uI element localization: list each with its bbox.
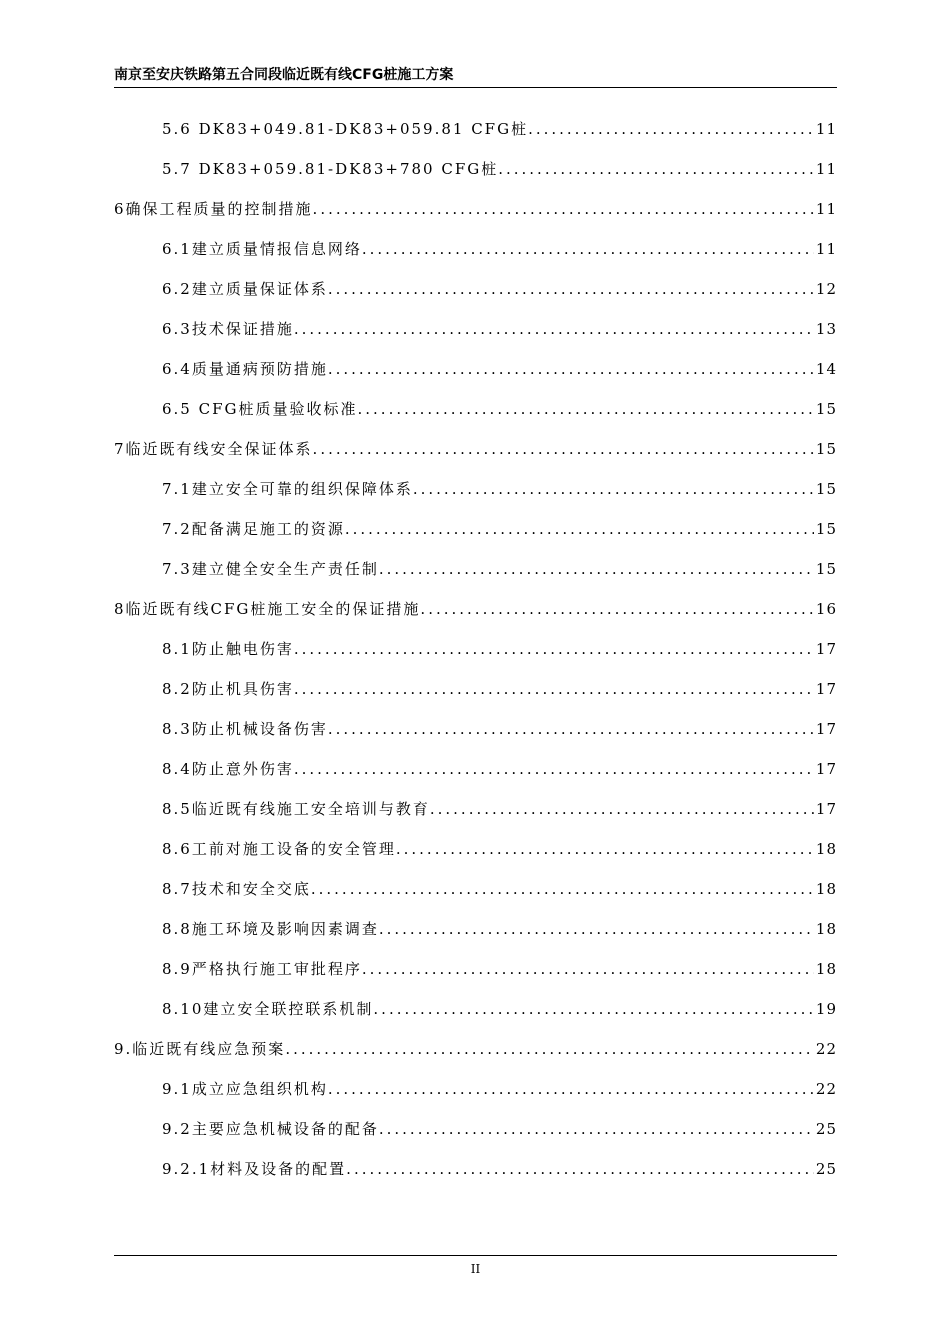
toc-entry-page: 17 [815, 680, 837, 698]
toc-dot-leader [430, 800, 814, 818]
toc-entry-page: 11 [815, 200, 837, 218]
toc-entry[interactable] [114, 878, 837, 918]
toc-entry-page: 17 [815, 720, 837, 738]
toc-entry-page: 11 [815, 160, 837, 178]
toc-entry[interactable] [114, 278, 837, 318]
toc-dot-leader [328, 360, 814, 378]
toc-entry-label: 6确保工程质量的控制措施 [114, 200, 313, 218]
header-divider [114, 87, 837, 88]
toc-entry-label: 6.1建立质量情报信息网络 [162, 240, 362, 258]
toc-entry-label: 8.5临近既有线施工安全培训与教育 [162, 800, 430, 818]
toc-entry-page: 12 [815, 280, 837, 298]
toc-entry[interactable] [114, 198, 837, 238]
toc-entry[interactable] [114, 918, 837, 958]
toc-entry-page: 25 [815, 1120, 837, 1138]
toc-entry-page: 17 [815, 640, 837, 658]
toc-entry-page: 15 [815, 440, 837, 458]
toc-entry-page: 22 [815, 1040, 837, 1058]
toc-dot-leader [362, 960, 814, 978]
toc-entry-label: 8.1防止触电伤害 [162, 640, 294, 658]
table-of-contents [114, 118, 837, 1198]
toc-dot-leader [311, 880, 814, 898]
toc-dot-leader [498, 160, 814, 178]
toc-entry[interactable] [114, 238, 837, 278]
toc-dot-leader [345, 520, 814, 538]
toc-dot-leader [294, 760, 814, 778]
toc-entry-label: 9.临近既有线应急预案 [114, 1040, 286, 1058]
toc-entry-page: 19 [815, 1000, 837, 1018]
toc-entry-label: 9.1成立应急组织机构 [162, 1080, 328, 1098]
toc-dot-leader [362, 240, 814, 258]
toc-entry-label: 6.4质量通病预防措施 [162, 360, 328, 378]
page-header-title: 南京至安庆铁路第五合同段临近既有线CFG桩施工方案 [114, 67, 454, 83]
toc-entry[interactable] [114, 438, 837, 478]
toc-dot-leader [379, 1120, 814, 1138]
toc-dot-leader [528, 120, 814, 138]
toc-entry-label: 5.7 DK83+059.81-DK83+780 CFG桩 [162, 160, 499, 178]
toc-entry-page: 25 [815, 1160, 837, 1178]
toc-dot-leader [313, 440, 814, 458]
toc-dot-leader [294, 680, 814, 698]
toc-entry-page: 16 [815, 600, 837, 618]
toc-entry-label: 5.6 DK83+049.81-DK83+059.81 CFG桩 [162, 120, 529, 138]
toc-entry[interactable] [114, 838, 837, 878]
footer-page-number: II [470, 1262, 481, 1276]
toc-entry-label: 6.5 CFG桩质量验收标准 [162, 400, 358, 418]
toc-entry-label: 8.3防止机械设备伤害 [162, 720, 328, 738]
toc-entry[interactable] [114, 1118, 837, 1158]
footer-divider [114, 1255, 837, 1256]
toc-entry-page: 18 [815, 840, 837, 858]
toc-entry[interactable] [114, 678, 837, 718]
toc-entry[interactable] [114, 158, 837, 198]
toc-entry-page: 22 [815, 1080, 837, 1098]
toc-dot-leader [294, 640, 814, 658]
toc-entry-label: 7.3建立健全安全生产责任制 [162, 560, 379, 578]
toc-entry[interactable] [114, 598, 837, 638]
toc-entry-label: 6.2建立质量保证体系 [162, 280, 328, 298]
toc-dot-leader [294, 320, 814, 338]
toc-entry[interactable] [114, 118, 837, 158]
toc-entry-page: 15 [815, 480, 837, 498]
toc-entry-label: 8.6工前对施工设备的安全管理 [162, 840, 396, 858]
toc-entry-page: 17 [815, 760, 837, 778]
toc-entry-page: 14 [815, 360, 837, 378]
toc-entry-label: 8.4防止意外伤害 [162, 760, 294, 778]
toc-dot-leader [328, 1080, 814, 1098]
toc-entry-page: 15 [815, 560, 837, 578]
toc-entry-label: 8.2防止机具伤害 [162, 680, 294, 698]
toc-dot-leader [328, 720, 814, 738]
toc-entry[interactable] [114, 998, 837, 1038]
toc-dot-leader [346, 1160, 814, 1178]
toc-entry-label: 9.2.1材料及设备的配置 [162, 1160, 347, 1178]
toc-entry-page: 13 [815, 320, 837, 338]
toc-entry-page: 11 [815, 120, 837, 138]
toc-entry[interactable] [114, 398, 837, 438]
toc-entry-page: 17 [815, 800, 837, 818]
toc-entry-page: 18 [815, 920, 837, 938]
toc-entry[interactable] [114, 318, 837, 358]
toc-entry[interactable] [114, 1038, 837, 1078]
toc-entry[interactable] [114, 758, 837, 798]
toc-dot-leader [373, 1000, 814, 1018]
toc-entry-label: 7.1建立安全可靠的组织保障体系 [162, 480, 413, 498]
toc-entry[interactable] [114, 478, 837, 518]
toc-entry[interactable] [114, 358, 837, 398]
toc-entry[interactable] [114, 518, 837, 558]
toc-entry-label: 6.3技术保证措施 [162, 320, 294, 338]
toc-dot-leader [358, 400, 814, 418]
toc-dot-leader [328, 280, 814, 298]
toc-dot-leader [379, 920, 814, 938]
toc-dot-leader [396, 840, 814, 858]
toc-entry-label: 8.8施工环境及影响因素调查 [162, 920, 379, 938]
toc-dot-leader [413, 480, 814, 498]
toc-entry[interactable] [114, 718, 837, 758]
toc-dot-leader [420, 600, 813, 618]
toc-dot-leader [313, 200, 814, 218]
toc-dot-leader [379, 560, 814, 578]
toc-entry-label: 8.9严格执行施工审批程序 [162, 960, 362, 978]
toc-entry[interactable] [114, 798, 837, 838]
toc-entry[interactable] [114, 1078, 837, 1118]
toc-entry-label: 9.2主要应急机械设备的配备 [162, 1120, 379, 1138]
toc-entry-label: 8临近既有线CFG桩施工安全的保证措施 [114, 600, 421, 618]
toc-entry-label: 7.2配备满足施工的资源 [162, 520, 345, 538]
toc-entry[interactable] [114, 958, 837, 998]
toc-entry-page: 18 [815, 960, 837, 978]
toc-entry[interactable] [114, 1158, 837, 1198]
toc-entry-page: 15 [815, 520, 837, 538]
toc-entry[interactable] [114, 558, 837, 598]
toc-entry-page: 15 [815, 400, 837, 418]
toc-entry-label: 8.10建立安全联控联系机制 [162, 1000, 374, 1018]
toc-entry-page: 11 [815, 240, 837, 258]
toc-entry-page: 18 [815, 880, 837, 898]
toc-entry[interactable] [114, 638, 837, 678]
toc-dot-leader [285, 1040, 814, 1058]
toc-entry-label: 7临近既有线安全保证体系 [114, 440, 313, 458]
toc-entry-label: 8.7技术和安全交底 [162, 880, 311, 898]
